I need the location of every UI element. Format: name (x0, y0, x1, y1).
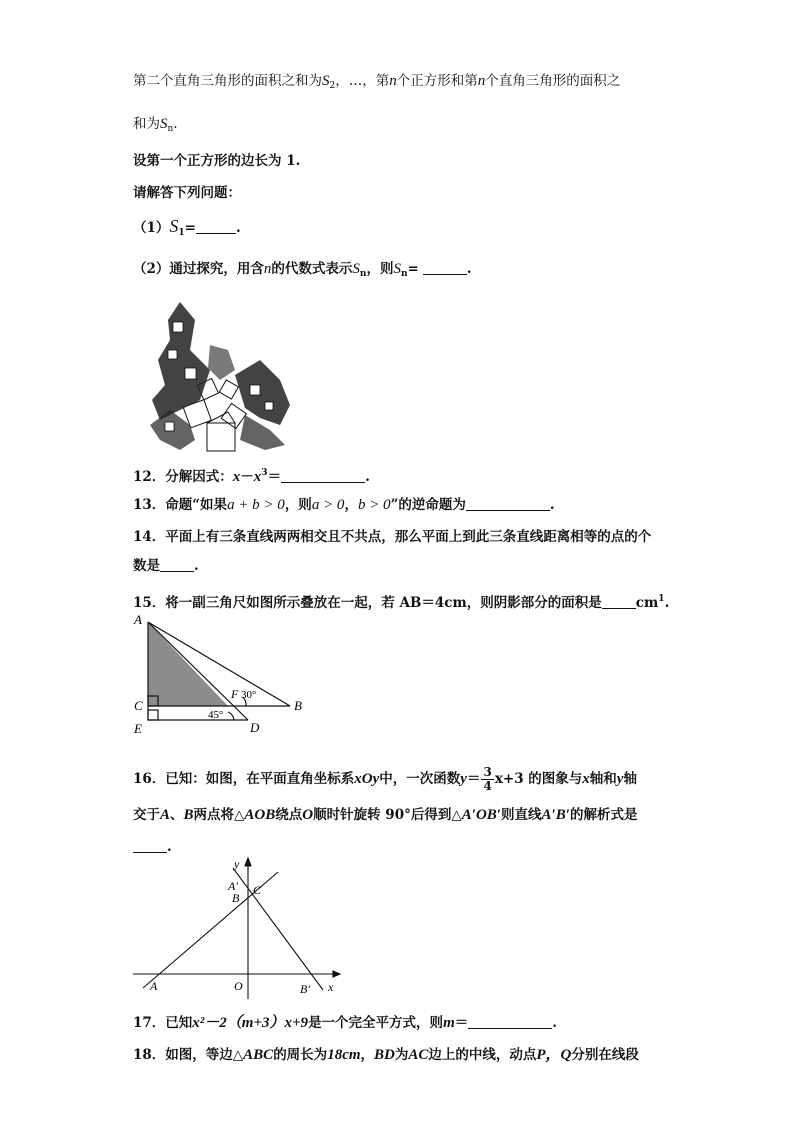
label-A: A (150, 979, 158, 993)
given-side-length: 设第一个正方形的边长为 1. (133, 153, 301, 169)
triangle-rulers-figure (128, 612, 318, 738)
label-F: F (231, 687, 239, 701)
small-square (168, 350, 177, 359)
label-B: B (232, 891, 240, 905)
line-A1B1 (233, 868, 323, 990)
answer-blank[interactable] (196, 221, 236, 234)
question-2: （2）通过探究，用含n的代数式表示$S_n$，则$S_n=$ . (133, 261, 472, 279)
question-14-line-1: 14．平面上有三条直线两两相交且不共点，那么平面上到此三条直线距离相等的点的个 (133, 529, 652, 545)
label-y: y (234, 857, 240, 871)
question-17: 17．已知x²－2（m+3）x+9是一个完全平方式，则m＝ . (133, 1015, 557, 1031)
answer-blank[interactable] (133, 840, 167, 853)
base-triangle (207, 412, 235, 423)
small-square (165, 422, 174, 431)
question-1: $(1)S_1=$ . (133, 216, 241, 238)
label-C: C (253, 883, 262, 897)
label-B: B (294, 698, 302, 713)
question-16-line-2: 交于A、B两点将△AOB绕点O顺时针旋转 90°后得到△A′OB′则直线A′B′的解析式是 (133, 807, 638, 823)
small-square (173, 322, 183, 332)
right-angle-E (148, 710, 158, 720)
label-angle-30: 30° (241, 689, 257, 701)
question-13: 13．命题“如果a + b > 0，则a > 0，b > 0”的逆命题为 . (133, 497, 555, 513)
instructions: 请解答下列问题： (133, 185, 241, 201)
answer-blank[interactable] (281, 470, 365, 483)
fraction-three-quarters: $\frac{3}{4}$ (483, 765, 492, 793)
coordinate-plane-figure (128, 854, 348, 1004)
answer-blank[interactable] (468, 1016, 552, 1029)
pythagoras-tree-figure (140, 290, 300, 460)
answer-blank[interactable] (160, 559, 194, 572)
square-level3 (219, 380, 238, 399)
arc-45 (228, 712, 234, 720)
small-square (250, 385, 260, 395)
label-x: x (328, 980, 334, 994)
small-square (265, 402, 273, 410)
answer-blank[interactable] (466, 498, 550, 511)
square-level2-right (221, 403, 246, 428)
label-E: E (134, 721, 142, 736)
answer-blank[interactable] (423, 262, 467, 275)
question-18: 18．如图，等边△ABC的周长为18cm，BD为AC边上的中线，动点P，Q分别在线段 (133, 1047, 639, 1063)
question-15: 15．将一副三角尺如图所示叠放在一起，若 AB＝4cm，则阴影部分的面积是 $cm^1$. (133, 594, 670, 611)
label-B-prime: B′ (300, 982, 310, 996)
label-C: C (134, 698, 143, 713)
label-angle-45: 45° (208, 709, 224, 721)
answer-blank[interactable] (602, 596, 636, 609)
continued-text-line-2: 和为$S_n$. (133, 116, 178, 134)
label-A: A (134, 612, 142, 627)
label-O: O (234, 979, 243, 993)
label-A-prime: A′ (228, 879, 238, 893)
y-axis-arrow (245, 858, 251, 866)
base-square (207, 423, 235, 451)
continued-text-line-1: 第二个直角三角形的面积之和为$S_2$，…，第n个正方形和第n个直角三角形的面积之 (133, 73, 621, 91)
question-16-line-3: . (133, 838, 172, 856)
small-square (185, 368, 196, 379)
question-16-line-1: 16．已知：如图，在平面直角坐标系xOy中，一次函数y＝ $\frac{3}{4}$ x+3 的图象与x轴和y轴 (133, 765, 637, 793)
question-14-line-2: 数是 . (133, 558, 199, 574)
x-axis-arrow (333, 971, 340, 977)
label-D: D (250, 720, 260, 735)
question-12: 12．分解因式：$x-x^3=$ . (133, 468, 370, 485)
